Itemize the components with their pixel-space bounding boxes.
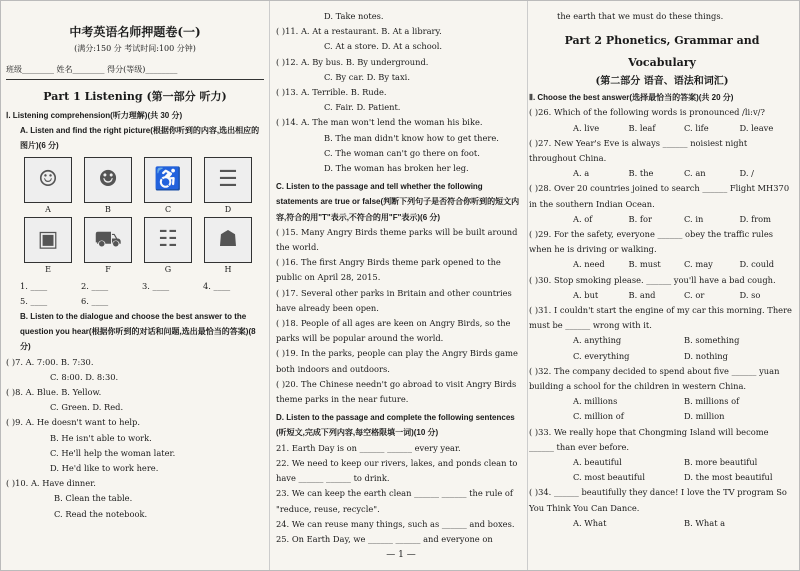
picture-g: ☷ [144,217,192,263]
question-33: ( )33. We really hope that Chongming Island will become ______ than ever before. [529,426,769,452]
question-25: 25. On Earth Day, we ______ ______ and everyone on [276,533,493,544]
question-29-options [529,257,795,272]
question-31: ( )31. I couldn't start the engine of my car this morning. There must be ______ wrong with it. [529,305,792,331]
option: A. What [573,517,607,528]
question-27: ( )27. New Year's Eve is always ______ noisiest night throughout China. [529,137,748,164]
question-28-options [529,212,795,227]
section-c-heading: C. Listen to the passage and tell whether the following statements are true or false(判断下列句子是否符合你听到的短文内容,符合的用"T"表示,不符合的用"F"表示)(6 分) [276,182,520,222]
question-15: ( )15. Many Angry Birds theme parks will be built around the world. [276,226,518,253]
option: C. million of [573,411,624,422]
question-32: ( )32. The company decided to spend about five ______ yuan building a school for the children in western China. [529,365,780,392]
picture-c: ♿ [144,157,192,203]
question-20: ( )20. The Chinese needn't go abroad to visit Angry Birds theme parks in the near future. [276,378,517,405]
part2-subtitle: (第二部分 语音、语法和词汇) [595,76,729,88]
picture-label: E [45,264,51,274]
picture-label: B [105,204,111,214]
question-32-options-ab [529,394,795,409]
option: A. of [573,213,593,224]
question-11: ( )11. A. At a restaurant. B. At a library. [276,26,442,37]
page-number: — 1 — [386,550,416,560]
question-21: 21. Earth Day is on ______ ______ every year. [276,442,461,453]
answer-blank[interactable]: 1. ____ [20,280,48,291]
student-info-line: 班级________ 姓名________ 得分(等级)________ [6,61,264,80]
option: B. must [628,259,661,270]
question-25-continued: the earth that we must do these things. [557,11,724,21]
picture-d: ☰ [204,157,252,203]
question-10-option-d: D. Take notes. [324,11,384,21]
option: A. beautiful [573,457,622,468]
picture-label: F [105,264,111,274]
picture-h: ☗ [204,217,252,263]
question-33-options-cd [529,470,795,485]
question-14-option-d: D. The woman has broken her leg. [324,163,469,174]
section-choose-best-answer: Ⅱ. Choose the best answer(选择最恰当的答案)(共 20 分) [529,93,734,103]
option: A. anything [573,335,622,346]
question-28: ( )28. Over 20 countries joined to search ______ Flight MH370 in the southern Indian Ocean. [529,183,790,209]
question-9: ( )9. A. He doesn't want to help. [6,417,140,428]
option: C. most beautiful [573,472,645,483]
question-13-options: C. Fair. D. Patient. [324,102,401,113]
question-14: ( )14. A. The man won't lend the woman his bike. [276,117,483,128]
option: A. but [573,289,599,300]
question-8: ( )8. A. Blue. B. Yellow. [6,387,102,398]
option: D. could [739,259,775,270]
question-18: ( )18. People of all ages are keen on Angry Birds, so the parks will be popular around the world. [276,318,511,344]
question-12-options: C. By car. D. By taxi. [324,71,410,82]
option: D. the most beautiful [684,472,773,483]
option: B. for [628,213,652,224]
option: C. in [684,213,704,224]
picture-label: G [164,264,172,274]
option: D. from [739,213,772,224]
option: B. leaf [628,122,656,133]
question-10-option-b: B. Clean the table. [54,493,133,504]
question-34-options [529,516,795,531]
option: C. or [684,289,705,300]
option: D. nothing [684,350,728,361]
picture-label: D [224,204,232,214]
option: D. leave [739,122,774,133]
question-27-options [529,166,795,181]
question-30: ( )30. Stop smoking please. ______ you'll have a bad cough. [529,274,776,285]
question-14-option-b: B. The man didn't know how to get there. [324,132,499,143]
question-19: ( )19. In the parks, people can play the Angry Birds game both indoors and outdoors. [276,348,518,374]
option: A. millions [573,396,618,407]
picture-grid [6,157,264,277]
question-8-options: C. Green. D. Red. [50,402,124,413]
option: C. an [684,168,706,179]
column-middle [276,9,526,547]
answer-blank[interactable]: 6. ____ [81,295,109,306]
question-7: ( )7. A. 7:00. B. 7:30. [6,356,94,367]
question-31-options-ab [529,333,795,348]
section-listening-comprehension: Ⅰ. Listening comprehension(听力理解)(共 30 分) [6,111,183,120]
section-a-heading: A. Listen and find the right picture(根据你听到的内容,选出相应的图片)(6 分) [20,126,260,151]
answer-blank[interactable]: 2. ____ [81,280,109,291]
question-16: ( )16. The first Angry Birds theme park opened to the public on April 28, 2015. [276,257,501,283]
column-left [6,9,264,522]
answer-blank[interactable]: 3. ____ [142,280,170,291]
question-32-options-cd [529,409,795,424]
question-24: 24. We can reuse many things, such as ______ and boxes. [276,518,515,529]
question-17: ( )17. Several other parks in Britain and other countries have already been open. [276,287,512,313]
option: A. need [573,259,605,270]
answer-blanks-row2 [6,294,264,309]
question-34: ( )34. ______ beautifully they dance! I love the TV program So You Think You Can Dance. [529,487,787,513]
question-10: ( )10. A. Have dinner. [6,478,96,489]
question-22: 22. We need to keep our rivers, lakes, and ponds clean to have ______ ______ to drink. [276,457,518,484]
question-23: 23. We can keep the earth clean ______ ______ the rule of "reduce, reuse, recycle". [276,488,513,514]
option: D. so [739,289,761,300]
option: B. the [628,168,654,179]
picture-a: ☺ [24,157,72,203]
question-12: ( )12. A. By bus. B. By underground. [276,56,429,67]
picture-label: C [164,204,172,214]
column-right [529,9,795,531]
section-d-heading: D. Listen to the passage and complete the following sentences (听短文,完成下列内容,每空格限填一词)(10 分) [276,413,515,438]
option: B. What a [684,517,726,528]
part1-title: Part 1 Listening (第一部分 听力) [43,90,227,103]
picture-label: A [45,204,51,214]
question-14-option-c: C. The woman can't go there on foot. [324,147,480,158]
picture-label: H [224,264,232,274]
question-9-option-b: B. He isn't able to work. [50,432,152,443]
section-b-heading: B. Listen to the dialogue and choose the best answer to the question you hear(根据你听到的对话和问题,选出最恰当的答案)(8 分) [20,312,256,352]
option: A. live [573,122,600,133]
question-29: ( )29. For the safety, everyone ______ obey the traffic rules when he is driving or walking. [529,229,773,255]
question-10-option-c: C. Read the notebook. [54,508,148,519]
question-7-options: C. 8:00. D. 8:30. [50,371,119,382]
question-33-options-ab [529,455,795,470]
option: D. million [684,411,725,422]
question-26: ( )26. Which of the following words is pronounced /li:v/? [529,107,765,118]
exam-meta: (满分:150 分 考试时间:100 分钟) [74,44,196,53]
option: C. may [684,259,713,270]
question-9-option-d: D. He'd like to work here. [50,463,159,474]
option: D. / [739,168,754,179]
exam-title: 中考英语名师押题卷(一) [69,25,201,39]
option: A. a [573,168,590,179]
option: B. something [684,335,740,346]
answer-blanks-row1 [6,279,264,294]
answer-blank[interactable]: 4. ____ [203,280,231,291]
option: B. more beautiful [684,457,758,468]
question-30-options [529,288,795,303]
picture-e: ▣ [24,217,72,263]
column-divider [527,1,528,570]
picture-b: ☻ [84,157,132,203]
question-31-options-cd [529,349,795,364]
column-divider [269,1,270,570]
question-13: ( )13. A. Terrible. B. Rude. [276,87,387,98]
option: C. life [684,122,709,133]
option: B. and [628,289,656,300]
question-11-options: C. At a store. D. At a school. [324,41,443,52]
answer-blank[interactable]: 5. ____ [20,295,48,306]
option: C. everything [573,350,630,361]
question-9-option-c: C. He'll help the woman later. [50,447,176,458]
picture-f: ⛟ [84,217,132,263]
part2-title: Part 2 Phonetics, Grammar and Vocabulary [564,34,760,70]
option: B. millions of [684,396,740,407]
question-26-options [529,121,795,136]
